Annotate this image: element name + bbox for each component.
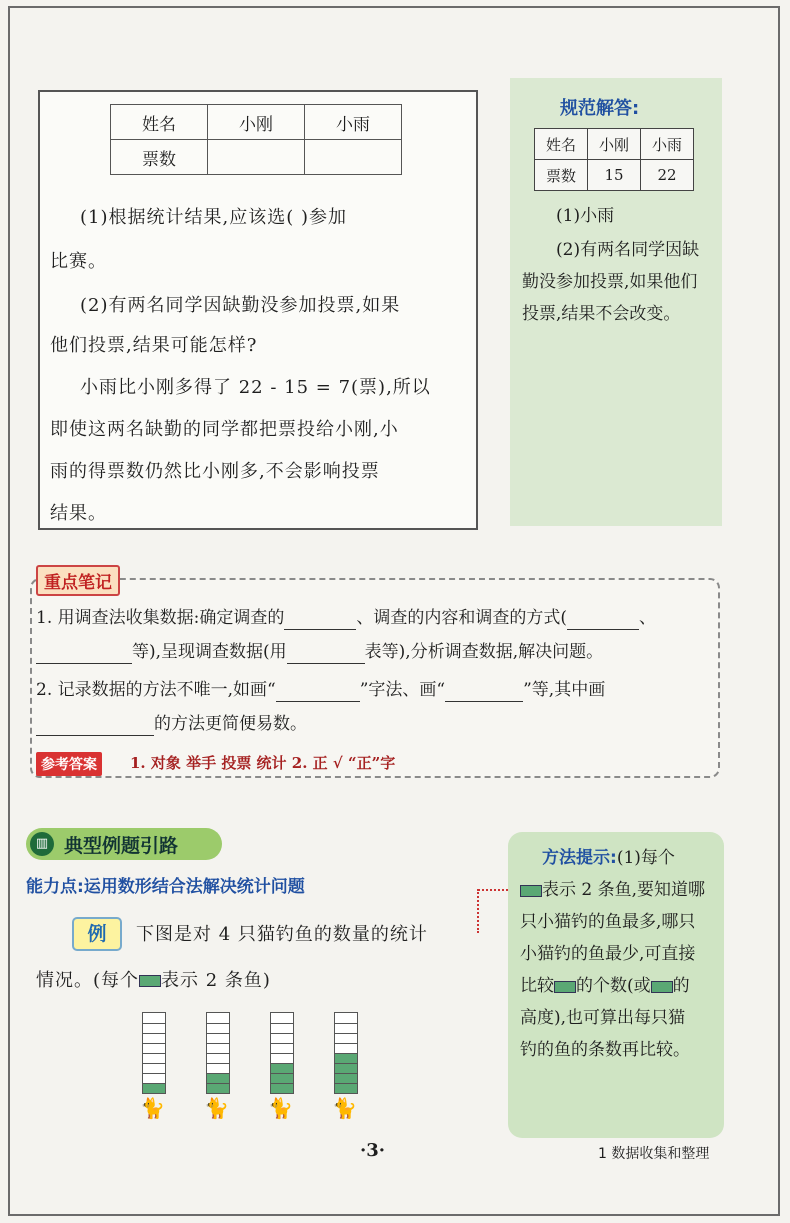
- q1-line1: (1)根据统计结果,应该选( )参加: [80, 207, 347, 228]
- note-4-text-a: 的方法更简便易数。: [154, 714, 307, 734]
- book-icon: ▥: [30, 832, 54, 856]
- vote-cell-xiaoyu: [305, 140, 402, 175]
- fish-unit-segment: [143, 1073, 165, 1083]
- fish-unit-segment: [271, 1043, 293, 1053]
- fish-unit-segment: [271, 1023, 293, 1033]
- note-line-3: [36, 678, 605, 702]
- q2-line2: 他们投票,结果可能怎样?: [50, 335, 258, 356]
- blank: [36, 717, 154, 736]
- hint-line-7: 钓的鱼的条数再比较。: [520, 1040, 690, 1060]
- fish-unit-segment: [207, 1063, 229, 1073]
- fish-unit-segment: [335, 1033, 357, 1043]
- vote-table: [110, 104, 402, 175]
- hint-line-2-row: [520, 874, 716, 906]
- fish-unit-icon: [651, 981, 673, 993]
- example-line2-a: 情况。(每个: [36, 970, 140, 991]
- blank: [36, 645, 132, 664]
- cat-icon: 🐈: [204, 1096, 229, 1120]
- hint-line-1: (1)每个: [616, 848, 675, 868]
- fish-unit-segment: [143, 1033, 165, 1043]
- hint-title: 方法提示:: [542, 848, 617, 868]
- answer-2-line2: 勤没参加投票,如果他们: [522, 272, 698, 292]
- cat-icon: 🐈: [268, 1096, 293, 1120]
- answer-row-label: 票数: [535, 160, 588, 191]
- fish-unit-segment: [143, 1013, 165, 1023]
- standard-answer-panel: [510, 78, 722, 526]
- blank: [287, 645, 365, 664]
- fish-unit-segment: [207, 1033, 229, 1043]
- answer-2-line3: 投票,结果不会改变。: [522, 304, 681, 324]
- hint-first-line: [542, 842, 722, 874]
- answer-votes-xiaogang: 15: [588, 160, 641, 191]
- standard-answer-title: 规范解答:: [560, 98, 640, 119]
- answer-1: (1)小雨: [556, 206, 615, 226]
- note-line-4: [36, 712, 307, 736]
- fish-unit-segment: [271, 1083, 293, 1093]
- answer-line2: 即使这两名缺勤的同学都把票投给小刚,小: [50, 419, 399, 440]
- example-line1: 下图是对 4 只猫钓鱼的数量的统计: [136, 924, 428, 945]
- fish-unit-segment: [271, 1033, 293, 1043]
- method-hint-panel: [508, 832, 724, 1138]
- note-2-text-b: 表等),分析调查数据,解决问题。: [364, 642, 604, 662]
- fish-unit-segment: [335, 1073, 357, 1083]
- fish-unit-segment: [335, 1013, 357, 1023]
- note-3-text-a: 2. 记录数据的方法不唯一,如画“: [36, 680, 276, 700]
- note-1-text-b: 、调查的内容和调查的方式(: [356, 608, 567, 628]
- vote-cell-xiaogang: [208, 140, 305, 175]
- fish-unit-segment: [271, 1053, 293, 1063]
- blank: [276, 683, 360, 702]
- fish-unit-segment: [271, 1063, 293, 1073]
- fish-unit-icon: [139, 975, 161, 987]
- fish-unit-segment: [207, 1043, 229, 1053]
- key-notes-tag: 重点笔记: [36, 565, 120, 596]
- fish-unit-segment: [207, 1013, 229, 1023]
- fish-unit-icon: [520, 885, 542, 897]
- reference-answer-tag: 参考答案: [36, 752, 102, 776]
- hint-line-3: 只小猫钓的鱼最多,哪只: [520, 912, 696, 932]
- answer-2-line1: (2)有两名同学因缺: [556, 240, 700, 260]
- hint-line-5a: 比较: [520, 976, 554, 996]
- fish-unit-segment: [335, 1023, 357, 1033]
- blank: [567, 611, 639, 630]
- answer-vote-table: [534, 128, 694, 191]
- fish-unit-segment: [335, 1063, 357, 1073]
- example-line2: [36, 966, 271, 992]
- fish-unit-segment: [207, 1073, 229, 1083]
- reference-answers: 1. 对象 举手 投票 统计 2. 正 √ “正”字: [130, 754, 396, 772]
- fish-unit-segment: [143, 1063, 165, 1073]
- blank: [445, 683, 523, 702]
- example-badge: 例: [72, 917, 122, 951]
- q2-line1: (2)有两名同学因缺勤没参加投票,如果: [80, 295, 401, 316]
- hint-line-4: 小猫钓的鱼最少,可直接: [520, 944, 696, 964]
- note-line-1: [36, 606, 656, 630]
- fish-bar-3: [270, 1012, 294, 1094]
- section-title-pill: [26, 828, 222, 860]
- hint-line-5b: 的个数(或: [576, 976, 651, 996]
- hint-line-5c: 的: [672, 976, 690, 996]
- fish-unit-segment: [143, 1053, 165, 1063]
- answer-header-name: 姓名: [535, 129, 588, 160]
- vote-header-xiaoyu: 小雨: [305, 105, 402, 140]
- vote-row-label: 票数: [111, 140, 208, 175]
- note-3-text-c: ”等,其中画: [523, 680, 606, 700]
- hint-line-6: 高度),也可算出每只猫: [520, 1008, 686, 1028]
- section-title: 典型例题引路: [64, 835, 179, 857]
- fish-unit-segment: [143, 1023, 165, 1033]
- ability-point: 能力点:运用数形结合法解决统计问题: [26, 877, 305, 897]
- vote-header-name: 姓名: [111, 105, 208, 140]
- vote-header-xiaogang: 小刚: [208, 105, 305, 140]
- answer-line1: 小雨比小刚多得了 22 - 15 = 7(票),所以: [80, 377, 431, 398]
- page-number: ·3·: [360, 1140, 386, 1161]
- answer-line4: 结果。: [50, 503, 107, 524]
- q1-line2: 比赛。: [50, 251, 107, 272]
- blank: [284, 611, 356, 630]
- answer-line3: 雨的得票数仍然比小刚多,不会影响投票: [50, 461, 380, 482]
- fish-bar-4: [334, 1012, 358, 1094]
- fish-unit-segment: [143, 1083, 165, 1093]
- note-1-text-c: 、: [639, 608, 656, 628]
- fish-unit-segment: [335, 1083, 357, 1093]
- hint-line-5-row: [520, 970, 716, 1002]
- fish-unit-segment: [271, 1013, 293, 1023]
- answer-votes-xiaoyu: 22: [641, 160, 694, 191]
- note-1-text-a: 1. 用调查法收集数据:确定调查的: [36, 608, 285, 628]
- cat-icon: 🐈: [140, 1096, 165, 1120]
- fish-unit-segment: [335, 1043, 357, 1053]
- fish-unit-segment: [143, 1043, 165, 1053]
- fish-unit-segment: [207, 1053, 229, 1063]
- fish-unit-segment: [335, 1053, 357, 1063]
- note-2-text-a: 等),呈现调查数据(用: [132, 642, 287, 662]
- answer-header-xiaogang: 小刚: [588, 129, 641, 160]
- cat-icon: 🐈: [332, 1096, 357, 1120]
- note-3-text-b: ”字法、画“: [359, 680, 446, 700]
- chapter-title: 1 数据收集和整理: [598, 1146, 710, 1162]
- hint-line-2: 表示 2 条鱼,要知道哪: [542, 880, 706, 900]
- fish-unit-icon: [554, 981, 576, 993]
- answer-header-xiaoyu: 小雨: [641, 129, 694, 160]
- fish-unit-segment: [207, 1023, 229, 1033]
- hint-arrow-stem: [477, 889, 479, 933]
- question-box: [38, 90, 478, 530]
- fish-bar-2: [206, 1012, 230, 1094]
- fish-unit-segment: [271, 1073, 293, 1083]
- fish-bar-1: [142, 1012, 166, 1094]
- example-line2-b: 表示 2 条鱼): [161, 970, 271, 991]
- note-line-2: [36, 640, 603, 664]
- fish-unit-segment: [207, 1083, 229, 1093]
